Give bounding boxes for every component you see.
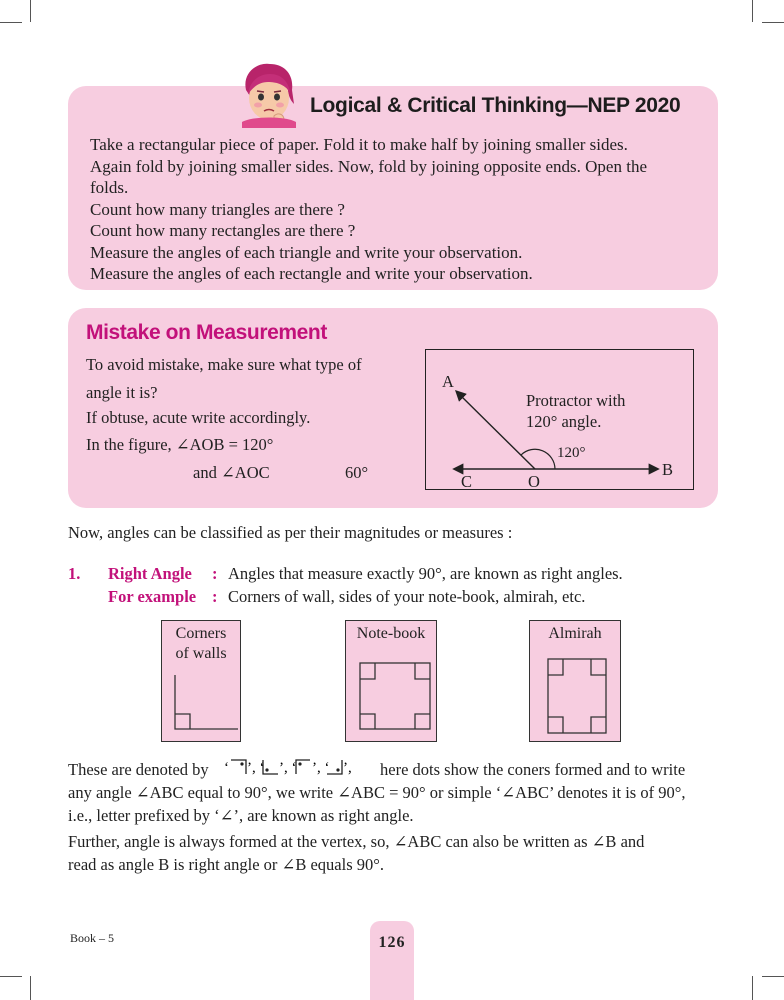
- logical-thinking-title: Logical & Critical Thinking—NEP 2020: [310, 94, 681, 117]
- walls-card-label: of walls: [175, 645, 227, 662]
- further-line: read as angle B is right angle or ∠B equals 90°.: [68, 855, 384, 874]
- example-colon: :: [212, 587, 218, 606]
- crop-mark: [752, 0, 753, 22]
- logical-line: Measure the angles of each triangle and write your observation.: [90, 242, 523, 262]
- denoted-line: i.e., letter prefixed by ‘∠’, are known as right angle.: [68, 806, 414, 825]
- book-label: Book – 5: [70, 931, 115, 945]
- logical-line: Again fold by joining smaller sides. Now, fold by joining opposite ends. Open the: [90, 156, 647, 176]
- denoted-line: any angle ∠ABC equal to 90°, we write ∠ABC = 90° or simple ‘∠ABC’ denotes it is of 90°,: [68, 783, 686, 802]
- notebook-corners-icon: [346, 621, 438, 743]
- notebook-card-label: Note-book: [356, 625, 426, 642]
- notebook-card: [345, 620, 437, 742]
- page-number-tab: [370, 921, 414, 1000]
- almirah-corners-icon: [530, 621, 622, 743]
- label-o: O: [528, 472, 540, 491]
- label-a: A: [442, 372, 454, 391]
- mistake-line: In the figure, ∠AOB = 120°: [86, 435, 274, 454]
- crop-mark: [762, 976, 784, 977]
- page-number: 126: [378, 934, 406, 951]
- mistake-line: and ∠AOC: [193, 463, 270, 482]
- right-angle-definition: Angles that measure exactly 90°, are known as right angles.: [228, 564, 623, 583]
- thinking-girl-icon: [238, 60, 300, 128]
- classification-intro: Now, angles can be classified as per their magnitudes or measures :: [68, 523, 513, 542]
- term-colon: :: [212, 564, 218, 583]
- example-text: Corners of wall, sides of your note-book, almirah, etc.: [228, 587, 586, 606]
- protractor-note: 120° angle.: [526, 412, 602, 431]
- logical-line: Count how many rectangles are there ?: [90, 221, 356, 240]
- svg-text:’, ‘: ’, ‘: [312, 760, 330, 776]
- crop-mark: [30, 0, 31, 22]
- logical-line: folds.: [90, 178, 129, 197]
- angle-label: 120°: [557, 445, 586, 461]
- mistake-line: 60°: [345, 463, 369, 482]
- svg-text:’, ‘: ’, ‘: [247, 760, 265, 776]
- right-angle-term: Right Angle: [108, 564, 192, 583]
- walls-card: [161, 620, 241, 742]
- logical-thinking-text: [90, 134, 712, 285]
- logical-line: Measure the angles of each rectangle and write your observation.: [90, 264, 533, 283]
- mistake-line: angle it is?: [86, 383, 158, 402]
- svg-text:’,: ’,: [343, 760, 352, 776]
- svg-text:’, ‘: ’, ‘: [279, 760, 297, 776]
- denoted-end: here dots show the coners formed and to write: [380, 760, 686, 779]
- wall-corner-icon: [162, 621, 242, 743]
- further-line: Further, angle is always formed at the vertex, so, ∠ABC can also be written as ∠B and: [68, 832, 645, 851]
- crop-mark: [762, 22, 784, 23]
- label-c: C: [461, 472, 473, 491]
- walls-card-label: Corners: [175, 625, 227, 642]
- svg-text:‘: ‘: [224, 760, 229, 776]
- right-angle-symbols: [224, 756, 376, 778]
- almirah-card: [529, 620, 621, 742]
- almirah-card-label: Almirah: [548, 625, 602, 642]
- mistake-line: To avoid mistake, make sure what type of: [86, 355, 362, 374]
- example-term: For example: [108, 587, 197, 606]
- logical-line: Take a rectangular piece of paper. Fold it to make half by joining smaller sides.: [90, 135, 628, 154]
- label-b: B: [662, 460, 674, 479]
- logical-line: Count how many triangles are there ?: [90, 199, 345, 219]
- mistake-measurement-title: Mistake on Measurement: [86, 321, 327, 344]
- crop-mark: [30, 976, 31, 1000]
- item-number: 1.: [68, 564, 81, 583]
- protractor-note: Protractor with: [526, 391, 626, 410]
- denoted-start: These are denoted by: [68, 760, 209, 779]
- mistake-line: If obtuse, acute write accordingly.: [86, 408, 311, 427]
- crop-mark: [752, 976, 753, 1000]
- crop-mark: [0, 22, 22, 23]
- crop-mark: [0, 976, 22, 977]
